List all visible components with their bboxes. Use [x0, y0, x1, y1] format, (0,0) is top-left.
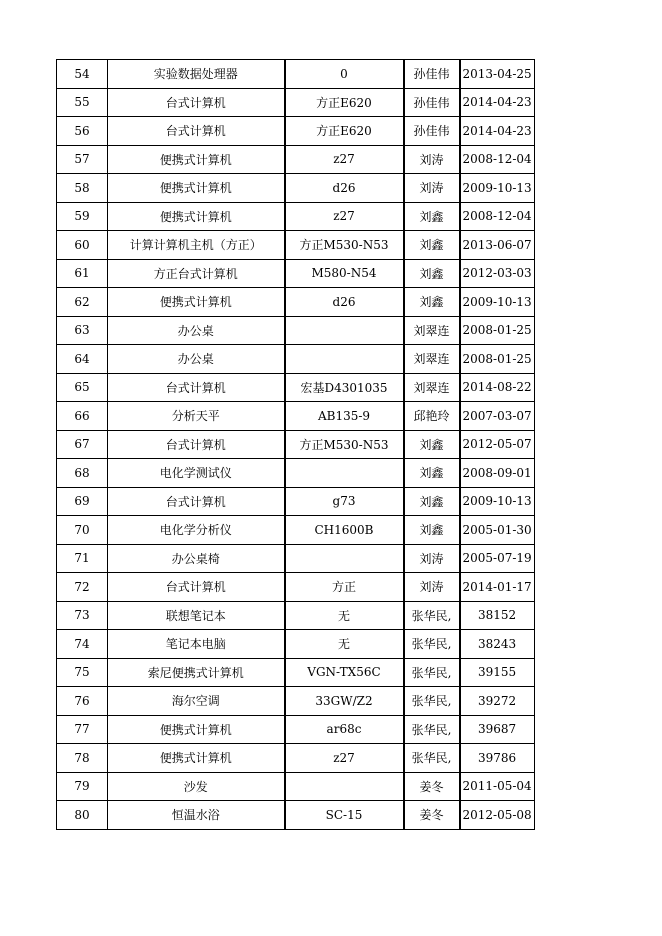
- cell-model: [285, 544, 404, 573]
- cell-owner: 刘鑫: [404, 231, 460, 260]
- cell-model: [285, 316, 404, 345]
- cell-date: 2013-06-07: [460, 231, 535, 260]
- cell-number: 79: [57, 772, 108, 801]
- cell-item-name: 台式计算机: [108, 573, 285, 602]
- cell-model: 无: [285, 630, 404, 659]
- cell-model: [285, 459, 404, 488]
- table-row: [57, 316, 535, 345]
- table-row: [57, 516, 535, 545]
- cell-number: 54: [57, 60, 108, 89]
- cell-model: [285, 345, 404, 374]
- cell-date: 2014-04-23: [460, 88, 535, 117]
- table-row: [57, 487, 535, 516]
- cell-owner: 姜冬: [404, 772, 460, 801]
- cell-model: 33GW/Z2: [285, 687, 404, 716]
- cell-item-name: 方正台式计算机: [108, 259, 285, 288]
- cell-model: 方正M530-N53: [285, 430, 404, 459]
- cell-model: AB135-9: [285, 402, 404, 431]
- cell-owner: 张华民,: [404, 715, 460, 744]
- cell-number: 70: [57, 516, 108, 545]
- cell-number: 63: [57, 316, 108, 345]
- table-row: [57, 544, 535, 573]
- cell-date: 2014-01-17: [460, 573, 535, 602]
- cell-item-name: 分析天平: [108, 402, 285, 431]
- cell-date: 38152: [460, 601, 535, 630]
- cell-number: 62: [57, 288, 108, 317]
- cell-item-name: 便携式计算机: [108, 202, 285, 231]
- cell-item-name: 台式计算机: [108, 487, 285, 516]
- cell-number: 55: [57, 88, 108, 117]
- table-row: [57, 772, 535, 801]
- cell-date: 2007-03-07: [460, 402, 535, 431]
- cell-owner: 刘鑫: [404, 288, 460, 317]
- cell-number: 76: [57, 687, 108, 716]
- table-row: [57, 60, 535, 89]
- cell-item-name: 办公桌: [108, 316, 285, 345]
- cell-item-name: 实验数据处理器: [108, 60, 285, 89]
- cell-number: 67: [57, 430, 108, 459]
- cell-date: 39155: [460, 658, 535, 687]
- table-row: [57, 601, 535, 630]
- cell-owner: 刘鑫: [404, 487, 460, 516]
- cell-owner: 张华民,: [404, 630, 460, 659]
- cell-number: 59: [57, 202, 108, 231]
- cell-model: 方正E620: [285, 88, 404, 117]
- cell-date: 2008-12-04: [460, 145, 535, 174]
- cell-item-name: 办公桌: [108, 345, 285, 374]
- cell-date: 39687: [460, 715, 535, 744]
- cell-item-name: 便携式计算机: [108, 715, 285, 744]
- cell-date: 2012-05-07: [460, 430, 535, 459]
- cell-date: 2009-10-13: [460, 288, 535, 317]
- table-row: [57, 430, 535, 459]
- cell-date: 2008-01-25: [460, 316, 535, 345]
- table-row: [57, 687, 535, 716]
- cell-number: 78: [57, 744, 108, 773]
- cell-owner: 刘翠连: [404, 373, 460, 402]
- cell-item-name: 恒温水浴: [108, 801, 285, 830]
- table-row: [57, 402, 535, 431]
- cell-item-name: 便携式计算机: [108, 288, 285, 317]
- cell-owner: 刘翠连: [404, 345, 460, 374]
- cell-number: 74: [57, 630, 108, 659]
- cell-owner: 刘涛: [404, 544, 460, 573]
- cell-owner: 刘鑫: [404, 259, 460, 288]
- cell-model: CH1600B: [285, 516, 404, 545]
- cell-item-name: 笔记本电脑: [108, 630, 285, 659]
- cell-owner: 刘鑫: [404, 459, 460, 488]
- table-row: [57, 117, 535, 146]
- cell-number: 71: [57, 544, 108, 573]
- cell-item-name: 便携式计算机: [108, 174, 285, 203]
- cell-owner: 张华民,: [404, 687, 460, 716]
- cell-item-name: 台式计算机: [108, 430, 285, 459]
- cell-date: 39272: [460, 687, 535, 716]
- cell-model: g73: [285, 487, 404, 516]
- cell-item-name: 电化学测试仪: [108, 459, 285, 488]
- table-row: [57, 459, 535, 488]
- cell-model: d26: [285, 288, 404, 317]
- table-row: [57, 345, 535, 374]
- cell-item-name: 电化学分析仪: [108, 516, 285, 545]
- cell-model: 宏基D4301035: [285, 373, 404, 402]
- cell-model: SC-15: [285, 801, 404, 830]
- cell-date: 2012-05-08: [460, 801, 535, 830]
- cell-number: 58: [57, 174, 108, 203]
- cell-owner: 姜冬: [404, 801, 460, 830]
- cell-number: 66: [57, 402, 108, 431]
- cell-model: ar68c: [285, 715, 404, 744]
- cell-item-name: 联想笔记本: [108, 601, 285, 630]
- cell-owner: 孙佳伟: [404, 88, 460, 117]
- cell-item-name: 台式计算机: [108, 373, 285, 402]
- table-row: [57, 630, 535, 659]
- cell-number: 80: [57, 801, 108, 830]
- cell-number: 75: [57, 658, 108, 687]
- cell-owner: 刘涛: [404, 573, 460, 602]
- cell-date: 2005-07-19: [460, 544, 535, 573]
- cell-item-name: 便携式计算机: [108, 744, 285, 773]
- cell-date: 39786: [460, 744, 535, 773]
- cell-date: 2008-09-01: [460, 459, 535, 488]
- cell-date: 2008-01-25: [460, 345, 535, 374]
- table-row: [57, 88, 535, 117]
- cell-item-name: 计算计算机主机（方正）: [108, 231, 285, 260]
- cell-item-name: 沙发: [108, 772, 285, 801]
- cell-number: 64: [57, 345, 108, 374]
- cell-date: 2014-08-22: [460, 373, 535, 402]
- cell-owner: 刘鑫: [404, 516, 460, 545]
- cell-date: 38243: [460, 630, 535, 659]
- cell-model: d26: [285, 174, 404, 203]
- cell-owner: 孙佳伟: [404, 117, 460, 146]
- cell-item-name: 索尼便携式计算机: [108, 658, 285, 687]
- cell-model: 方正M530-N53: [285, 231, 404, 260]
- cell-date: 2013-04-25: [460, 60, 535, 89]
- cell-number: 60: [57, 231, 108, 260]
- table-row: [57, 145, 535, 174]
- cell-owner: 刘涛: [404, 145, 460, 174]
- table-row: [57, 373, 535, 402]
- cell-number: 69: [57, 487, 108, 516]
- cell-model: 方正E620: [285, 117, 404, 146]
- table-row: [57, 658, 535, 687]
- cell-number: 73: [57, 601, 108, 630]
- cell-model: 0: [285, 60, 404, 89]
- cell-date: 2011-05-04: [460, 772, 535, 801]
- table-row: [57, 259, 535, 288]
- cell-owner: 邱艳玲: [404, 402, 460, 431]
- table-row: [57, 573, 535, 602]
- table-row: [57, 174, 535, 203]
- cell-date: 2008-12-04: [460, 202, 535, 231]
- cell-owner: 刘翠连: [404, 316, 460, 345]
- cell-model: [285, 772, 404, 801]
- table-row: [57, 744, 535, 773]
- cell-model: z27: [285, 744, 404, 773]
- equipment-table-body: [57, 60, 535, 830]
- cell-model: 无: [285, 601, 404, 630]
- cell-number: 65: [57, 373, 108, 402]
- cell-date: 2005-01-30: [460, 516, 535, 545]
- table-row: [57, 715, 535, 744]
- cell-number: 68: [57, 459, 108, 488]
- cell-number: 57: [57, 145, 108, 174]
- cell-number: 77: [57, 715, 108, 744]
- table-row: [57, 231, 535, 260]
- equipment-table: [56, 59, 535, 830]
- table-row: [57, 288, 535, 317]
- cell-date: 2009-10-13: [460, 487, 535, 516]
- cell-owner: 刘鑫: [404, 202, 460, 231]
- cell-date: 2012-03-03: [460, 259, 535, 288]
- cell-item-name: 办公桌椅: [108, 544, 285, 573]
- cell-item-name: 海尔空调: [108, 687, 285, 716]
- cell-number: 61: [57, 259, 108, 288]
- cell-number: 56: [57, 117, 108, 146]
- cell-date: 2014-04-23: [460, 117, 535, 146]
- cell-item-name: 便携式计算机: [108, 145, 285, 174]
- cell-model: z27: [285, 202, 404, 231]
- cell-model: 方正: [285, 573, 404, 602]
- cell-owner: 张华民,: [404, 601, 460, 630]
- cell-model: z27: [285, 145, 404, 174]
- cell-owner: 张华民,: [404, 658, 460, 687]
- cell-owner: 刘鑫: [404, 430, 460, 459]
- cell-number: 72: [57, 573, 108, 602]
- table-row: [57, 202, 535, 231]
- cell-model: VGN-TX56C: [285, 658, 404, 687]
- cell-item-name: 台式计算机: [108, 88, 285, 117]
- cell-owner: 孙佳伟: [404, 60, 460, 89]
- cell-model: M580-N54: [285, 259, 404, 288]
- table-row: [57, 801, 535, 830]
- cell-date: 2009-10-13: [460, 174, 535, 203]
- cell-item-name: 台式计算机: [108, 117, 285, 146]
- cell-owner: 张华民,: [404, 744, 460, 773]
- cell-owner: 刘涛: [404, 174, 460, 203]
